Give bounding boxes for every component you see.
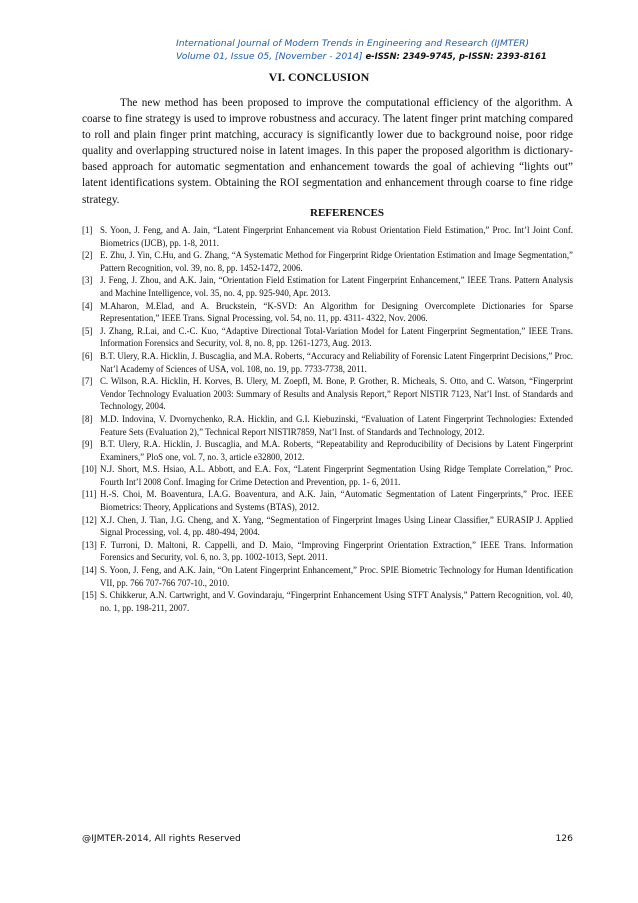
reference-text: E. Zhu, J. Yin, C.Hu, and G. Zhang, “A Systematic Method for Fingerprint Ridge Orientation Estimation and Image Segmentation,” Pattern Recognition, vol. 39, no. 8, pp. 1452-1472, 2006.	[100, 250, 573, 273]
reference-item	[82, 274, 573, 299]
reference-number: [12]	[82, 514, 97, 525]
reference-text: S. Yoon, J. Feng, and A.K. Jain, “On Latent Fingerprint Enhancement,” Proc. SPIE Biometric Technology for Human Identification VII, pp. 766 707-766 707-10., 2010.	[100, 565, 573, 588]
footer-copyright: @IJMTER-2014, All rights Reserved	[82, 833, 241, 844]
reference-item	[82, 375, 573, 413]
reference-number: [5]	[82, 325, 93, 336]
reference-text: N.J. Short, M.S. Hsiao, A.L. Abbott, and E.A. Fox, “Latent Fingerprint Segmentation Using Ridge Template Correlation,” Proc. Fourth Int’l 2008 Conf. Imaging for Crime Detection and Prevention, pp. 1- 6, 2011.	[100, 464, 573, 487]
reference-text: S. Yoon, J. Feng, and A. Jain, “Latent Fingerprint Enhancement via Robust Orientation Field Estimation,” Proc. Int’l Joint Conf. Biometrics (IJCB), pp. 1-8, 2011.	[100, 225, 573, 248]
reference-number: [7]	[82, 376, 93, 387]
reference-number: [8]	[82, 413, 93, 424]
reference-text: J. Feng, J. Zhou, and A.K. Jain, “Orientation Field Estimation for Latent Fingerprint Enhancement,” IEEE Trans. Pattern Analysis and Machine Intelligence, vol. 35, no. 4, pp. 925-940, Apr. 2013.	[100, 275, 573, 298]
reference-item	[82, 413, 573, 438]
reference-number: [2]	[82, 250, 93, 261]
footer-page-number: 126	[555, 833, 573, 844]
reference-item	[82, 438, 573, 463]
reference-number: [4]	[82, 300, 93, 311]
reference-number: [3]	[82, 275, 93, 286]
references-heading: REFERENCES	[310, 207, 384, 219]
journal-volume-line	[176, 50, 606, 63]
reference-item	[82, 325, 573, 350]
reference-item	[82, 300, 573, 325]
reference-text: C. Wilson, R.A. Hicklin, H. Korves, B. Ulery, M. Zoepfl, M. Bone, P. Grother, R. Micheals, S. Otto, and C. Watson, “Fingerprint Vendor Technology Evaluation 2003: Summary of Results and Analysis Report,” Report NISTIR 7123, Nat’l Inst. of Standards and Technology, 2004.	[100, 376, 573, 412]
reference-item	[82, 539, 573, 564]
reference-text: M.D. Indovina, V. Dvornychenko, R.A. Hicklin, and G.I. Kiebuzinski, “Evaluation of Latent Fingerprint Technologies: Extended Feature Sets (Evaluation 2),” Technical Report NISTIR7859, Nat’l Inst. of Standards and Technology, 2012.	[100, 413, 573, 437]
conclusion-paragraph: The new method has been proposed to improve the computational efficiency of the algorithm. A coarse to fine strategy is used to improve robustness and accuracy. The latent finger print matching compared to roll and plain finger print matching, accuracy is significantly lower due to background noise, poor ridge quality and overlapping structured noise in latent images. In this paper the proposed algorithm is dictionary-based approach for automatic segmentation and enhancement towards the goal of achieving “lights out” latent identifications system. Obtaining the ROI segmentation and enhancement through coarse to fine ridge strategy.	[82, 97, 573, 206]
reference-text: J. Zhang, R.Lai, and C.-C. Kuo, “Adaptive Directional Total-Variation Model for Latent Fingerprint Segmentation,” IEEE Trans. Information Forensics and Security, vol. 8, no. 8, pp. 1261-1273, Aug. 2013.	[100, 325, 573, 349]
journal-issn: e-ISSN: 2349-9745, p-ISSN: 2393-8161	[365, 51, 547, 61]
reference-text: X.J. Chen, J. Tian, J.G. Cheng, and X. Yang, “Segmentation of Fingerprint Images Using Linear Classifier,” EURASIP J. Applied Signal Processing, vol. 4, pp. 480-494, 2004.	[100, 514, 573, 538]
reference-item	[82, 224, 573, 249]
reference-text: S. Chikkerur, A.N. Cartwright, and V. Govindaraju, “Fingerprint Enhancement Using STFT Analysis,” Pattern Recognition, vol. 40, no. 1, pp. 198-211, 2007.	[100, 590, 573, 613]
reference-number: [13]	[82, 539, 97, 550]
conclusion-heading: VI. CONCLUSION	[268, 70, 370, 84]
reference-number: [14]	[82, 565, 97, 576]
reference-item	[82, 463, 573, 488]
reference-number: [15]	[82, 590, 97, 601]
reference-item	[82, 488, 573, 513]
reference-item	[82, 564, 573, 589]
reference-text: M.Aharon, M.Elad, and A. Bruckstein, “K-SVD: An Algorithm for Designing Overcomplete Dictionaries for Sparse Representation,” IEEE Trans. Signal Processing, vol. 54, no. 11, pp. 4311- 4322, Nov. 2006.	[100, 300, 573, 324]
reference-text: H.-S. Choi, M. Boaventura, I.A.G. Boaventura, and A.K. Jain, “Automatic Segmentation of Latent Fingerprints,” Proc. IEEE Biometrics: Theory, Applications and Systems (BTAS), 2012.	[100, 489, 573, 513]
reference-item	[82, 350, 573, 375]
reference-text: B.T. Ulery, R.A. Hicklin, J. Buscaglia, and M.A. Roberts, “Accuracy and Reliability of Forensic Latent Fingerprint Decisions,” Proc. Nat’l Academy of Sciences of USA, vol. 108, no. 19, pp. 7733-7738, 2011.	[100, 350, 573, 374]
reference-item	[82, 514, 573, 539]
reference-number: [6]	[82, 350, 93, 361]
reference-text: B.T. Ulery, R.A. Hicklin, J. Buscaglia, and M.A. Roberts, “Repeatability and Reproducibility of Decisions by Latent Fingerprint Examiners,” PloS one, vol. 7, no. 3, article e32800, 2012.	[100, 439, 573, 462]
reference-number: [11]	[82, 489, 97, 500]
reference-item	[82, 249, 573, 274]
reference-number: [9]	[82, 439, 93, 450]
journal-header	[176, 37, 606, 63]
journal-title: International Journal of Modern Trends in Engineering and Research (IJMTER)	[176, 38, 530, 49]
reference-number: [10]	[82, 464, 97, 475]
journal-volume: Volume 01, Issue 05, [November - 2014]	[176, 51, 363, 62]
reference-list	[82, 224, 573, 614]
reference-text: F. Turroni, D. Maltoni, R. Cappelli, and D. Maio, “Improving Fingerprint Orientation Extraction,” IEEE Trans. Information Forensics and Security, vol. 6, no. 3, pp. 1002-1013, Sept. 2011.	[100, 539, 573, 563]
reference-number: [1]	[82, 225, 93, 235]
reference-item	[82, 589, 573, 614]
